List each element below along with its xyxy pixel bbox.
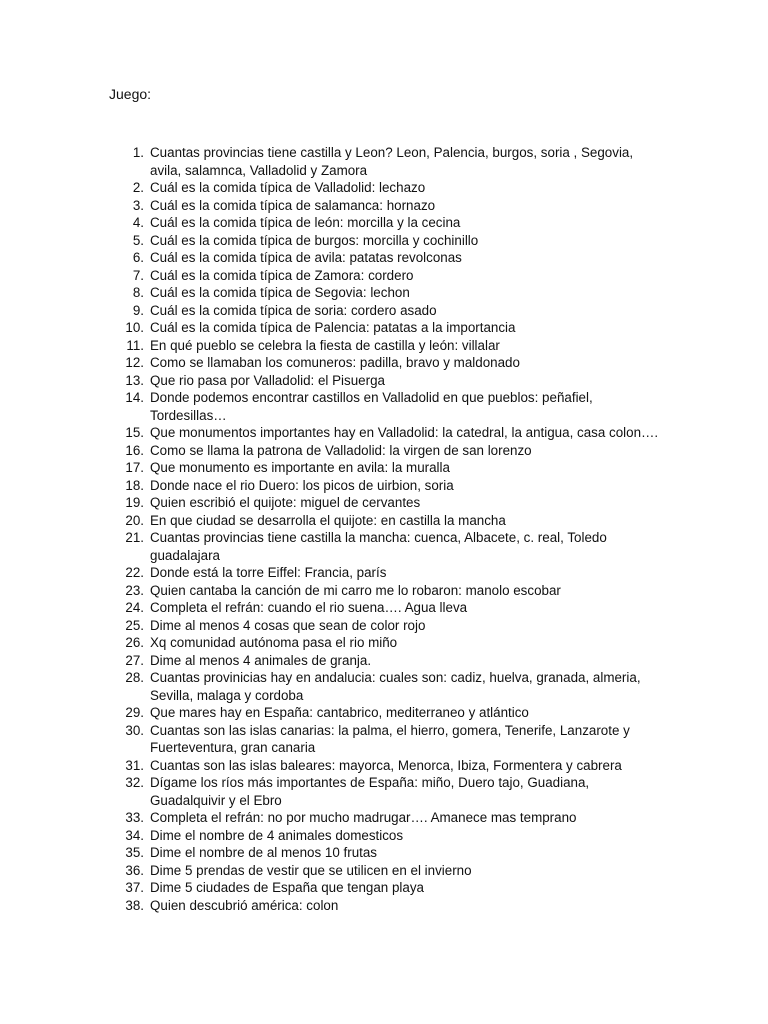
item-number: 8. [132,285,144,300]
item-number: 33. [125,810,144,825]
item-number: 9. [132,302,144,318]
page-title: Juego: [109,86,152,102]
list-item [0,617,768,635]
list-item [0,319,768,337]
item-number: 17. [125,460,144,475]
list-item [0,459,768,477]
item-text: Dime 5 prendas de vestir que se utilicen en el invierno [150,862,472,878]
item-number: 23. [125,582,144,598]
item-text: Cuál es la comida típica de burgos: morcilla y cochinillo [150,232,479,248]
item-text: Completa el refrán: cuando el rio suena…. Agua lleva [150,600,468,615]
item-number: 7. [132,267,144,283]
item-number: 11. [126,337,144,353]
item-number: 30. [125,722,144,738]
list-item [0,634,768,652]
item-text: Dime al menos 4 animales de granja. [150,652,372,668]
list-item [0,442,768,460]
item-text: Cuantas son las islas baleares: mayorca, Menorca, Ibiza, Formentera y cabrera [150,757,622,773]
item-number: 16. [125,442,144,458]
list-item [0,144,768,179]
list-item [0,302,768,320]
list-item [0,337,768,355]
item-text: Cuál es la comida típica de salamanca: hornazo [150,197,436,213]
list-item [0,477,768,495]
item-text: Cuál es la comida típica de Zamora: cordero [150,267,414,283]
list-item [0,757,768,775]
item-number: 5. [132,232,144,248]
item-number: 20. [125,512,144,528]
item-number: 22. [125,565,144,580]
item-number: 35. [125,845,144,860]
item-number: 19. [125,495,144,510]
item-number: 15. [125,425,144,440]
list-item [0,512,768,530]
item-number: 24. [125,600,144,615]
item-number: 14. [125,390,144,405]
item-number: 38. [125,897,144,913]
item-text: Cuál es la comida típica de Valladolid: lechazo [150,180,426,195]
item-text: Cuantas son las islas canarias: la palma, el hierro, gomera, Tenerife, Lanzarote y Fuerteventura, gran canaria [150,722,630,755]
item-text: Dime 5 ciudades de España que tengan playa [150,880,424,895]
item-number: 28. [125,670,144,685]
item-text: En qué pueblo se celebra la fiesta de castilla y león: villalar [150,337,500,353]
item-text: Cuál es la comida típica de Palencia: patatas a la importancia [150,320,516,335]
question-list [0,144,768,914]
item-text: Cuál es la comida típica de león: morcilla y la cecina [150,215,461,230]
item-text: Xq comunidad autónoma pasa el rio miño [150,635,398,650]
item-text: Como se llamaban los comuneros: padilla, bravo y maldonado [150,355,520,370]
list-item [0,214,768,232]
item-text: Dime al menos 4 cosas que sean de color rojo [150,617,426,633]
item-text: Cuantas provinicias hay en andalucia: cuales son: cadiz, huelva, granada, almeria, Sevilla, malaga y cordoba [150,670,641,703]
item-text: Que monumentos importantes hay en Valladolid: la catedral, la antigua, casa colon…. [150,425,659,440]
item-text: Que rio pasa por Valladolid: el Pisuerga [150,372,385,388]
item-number: 4. [132,215,144,230]
list-item [0,389,768,424]
list-item [0,232,768,250]
item-text: Como se llama la patrona de Valladolid: la virgen de san lorenzo [150,442,532,458]
item-number: 32. [125,775,144,790]
list-item [0,284,768,302]
list-item [0,529,768,564]
item-text: Dígame los ríos más importantes de España: miño, Duero tajo, Guadiana, Guadalquivir y el Ebro [150,775,590,808]
item-text: Cuál es la comida típica de soria: cordero asado [150,302,437,318]
list-item [0,179,768,197]
list-item [0,372,768,390]
list-item [0,827,768,845]
list-item [0,582,768,600]
item-text: Que monumento es importante en avila: la muralla [150,460,450,475]
list-item [0,722,768,757]
list-item [0,354,768,372]
list-item [0,669,768,704]
item-text: Donde podemos encontrar castillos en Valladolid en que pueblos: peñafiel, Tordesillas… [150,390,593,423]
item-text: En que ciudad se desarrolla el quijote: en castilla la mancha [150,512,506,528]
item-number: 37. [125,880,144,895]
list-item [0,862,768,880]
item-number: 25. [125,617,144,633]
item-number: 26. [125,635,144,650]
item-number: 31. [125,757,144,773]
item-number: 2. [132,180,144,195]
item-text: Dime el nombre de 4 animales domesticos [150,827,404,843]
item-text: Cuál es la comida típica de Segovia: lechon [150,285,410,300]
item-text: Cuantas provincias tiene castilla la mancha: cuenca, Albacete, c. real, Toledo guadalajara [150,530,607,563]
item-number: 1. [132,145,144,160]
item-number: 18. [125,477,144,493]
item-text: Quien cantaba la canción de mi carro me lo robaron: manolo escobar [150,582,561,598]
item-number: 12. [125,355,144,370]
item-number: 6. [132,250,144,265]
list-item [0,774,768,809]
item-number: 3. [132,197,144,213]
list-item [0,564,768,582]
item-number: 29. [125,705,144,720]
list-item [0,197,768,215]
list-item [0,844,768,862]
item-number: 34. [125,827,144,843]
item-number: 27. [125,652,144,668]
item-text: Quien descubrió américa: colon [150,897,339,913]
item-text: Cuál es la comida típica de avila: patatas revolconas [150,250,462,265]
item-number: 21. [125,530,144,545]
list-item [0,879,768,897]
list-item [0,704,768,722]
list-item [0,652,768,670]
list-item [0,267,768,285]
item-text: Quien escribió el quijote: miguel de cervantes [150,495,421,510]
item-text: Completa el refrán: no por mucho madrugar…. Amanece mas temprano [150,810,577,825]
list-item [0,897,768,915]
list-item [0,809,768,827]
item-text: Donde está la torre Eiffel: Francia, parís [150,565,387,580]
item-text: Donde nace el rio Duero: los picos de uirbion, soria [150,477,454,493]
item-text: Dime el nombre de al menos 10 frutas [150,845,378,860]
list-item [0,494,768,512]
list-item [0,249,768,267]
item-number: 13. [125,372,144,388]
item-number: 36. [125,862,144,878]
item-number: 10. [125,320,144,335]
list-item [0,599,768,617]
list-item [0,424,768,442]
item-text: Cuantas provincias tiene castilla y Leon? Leon, Palencia, burgos, soria , Segovia, avila, salamnca, Valladolid y Zamora [150,145,634,178]
item-text: Que mares hay en España: cantabrico, mediterraneo y atlántico [150,705,529,720]
